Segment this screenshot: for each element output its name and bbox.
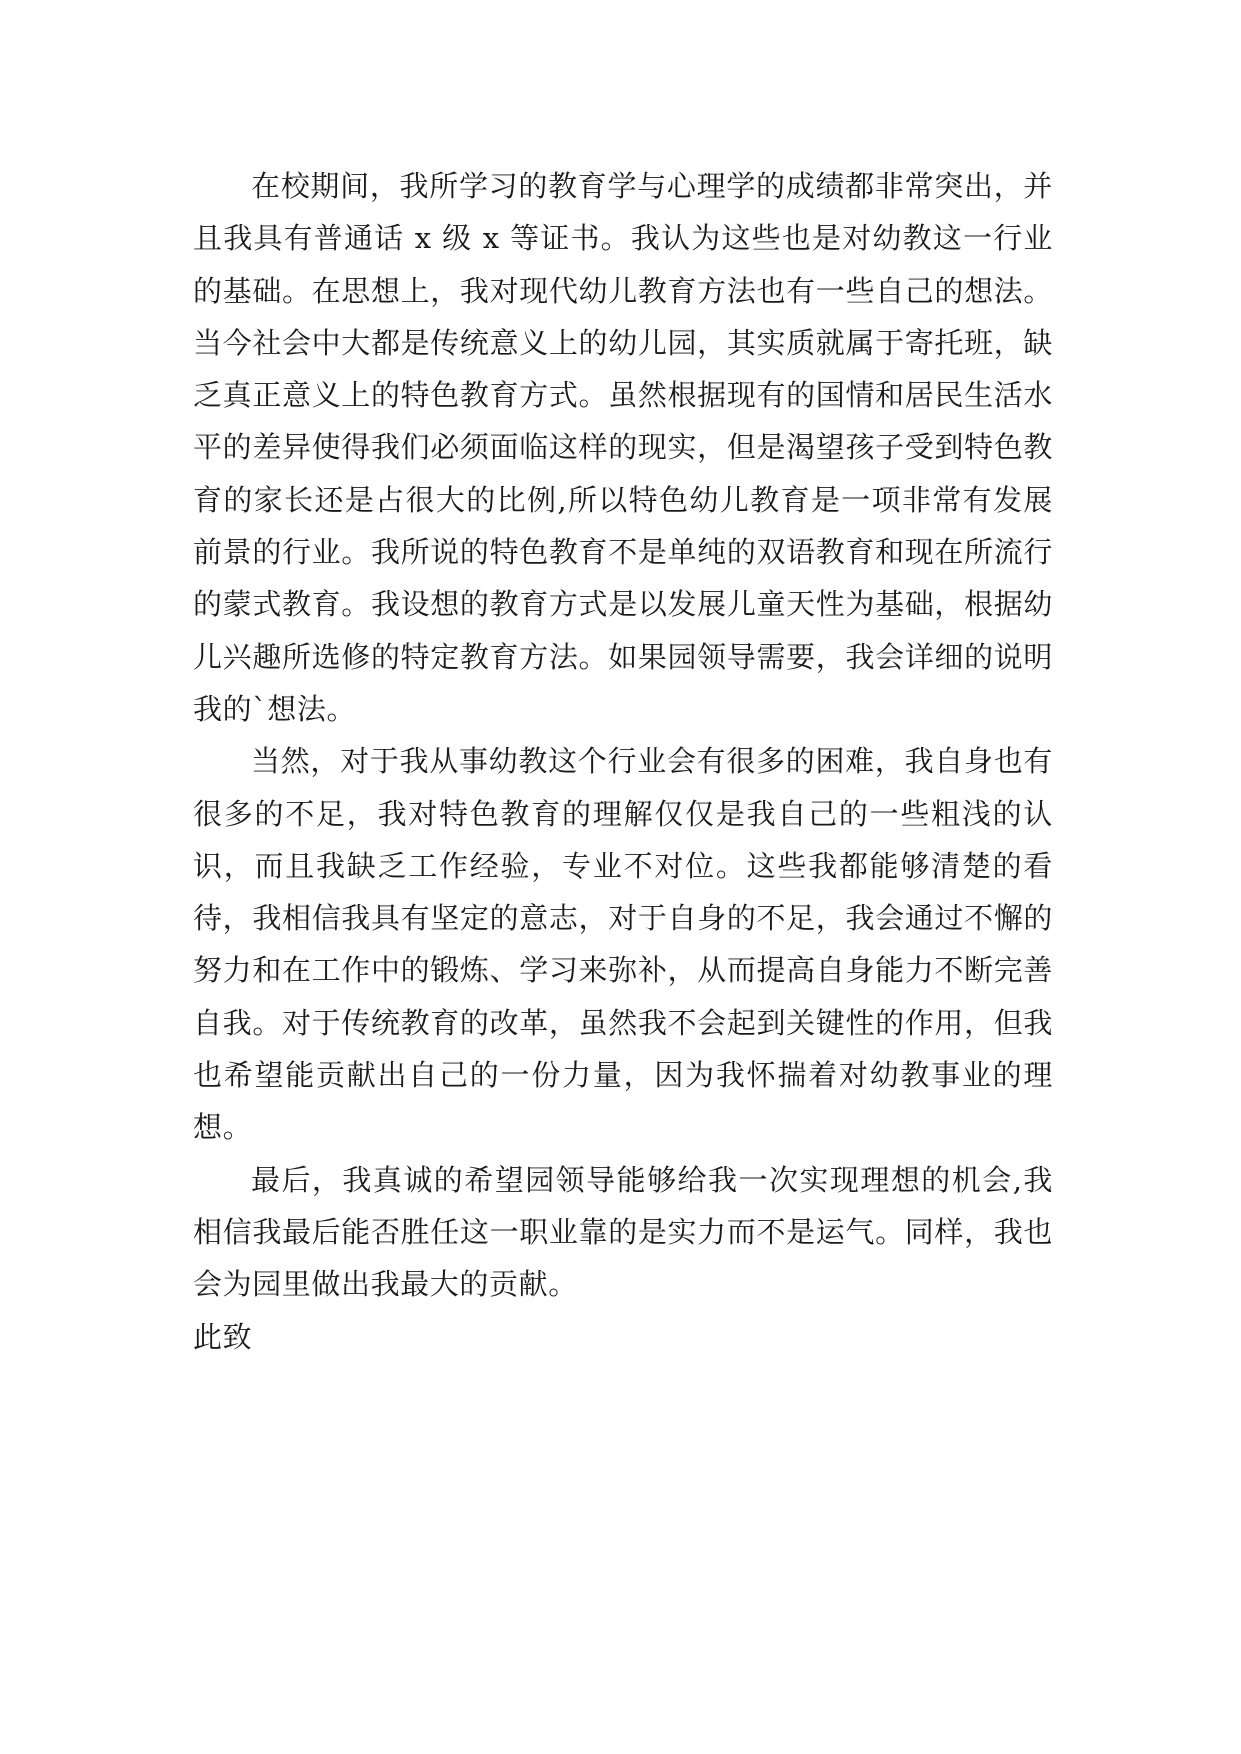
closing-salutation: 此致 [193, 1319, 253, 1354]
paragraph-difficulties: 当然，对于我从事幼教这个行业会有很多的困难，我自身也有很多的不足，我对特色教育的理解仅仅是我自己的一些粗浅的认识，而且我缺乏工作经验，专业不对位。这些我都能够清楚的看待，我相信我具有坚定的意志，对于自身的不足，我会通过不懈的努力和在工作中的锻炼、学习来弥补，从而提高自身能力不断完善自我。对于传统教育的改革，虽然我不会起到关键性的作用，但我也希望能贡献出自己的一份力量，因为我怀揣着对幼教事业的理想。 [193, 744, 1053, 1145]
paragraph-final-wish: 最后，我真诚的希望园领导能够给我一次实现理想的机会,我相信我最后能否胜任这一职业靠的是实力而不是运气。同样，我也会为园里做出我最大的贡献。 [193, 1162, 1053, 1302]
letter-body [193, 160, 1053, 1363]
paragraph-education-background: 在校期间，我所学习的教育学与心理学的成绩都非常突出，并且我具有普通话 x 级 x 等证书。我认为这些也是对幼教这一行业的基础。在思想上，我对现代幼儿教育方法也有一些自己的想法。当今社会中大都是传统意义上的幼儿园，其实质就属于寄托班，缺乏真正意义上的特色教育方式。虽然根据现有的国情和居民生活水平的差异使得我们必须面临这样的现实，但是渴望孩子受到特色教育的家长还是占很大的比例,所以特色幼儿教育是一项非常有发展前景的行业。我所说的特色教育不是单纯的双语教育和现在所流行的蒙式教育。我设想的教育方式是以发展儿童天性为基础，根据幼儿兴趣所选修的特定教育方法。如果园领导需要，我会详细的说明我的`想法。 [193, 169, 1053, 726]
